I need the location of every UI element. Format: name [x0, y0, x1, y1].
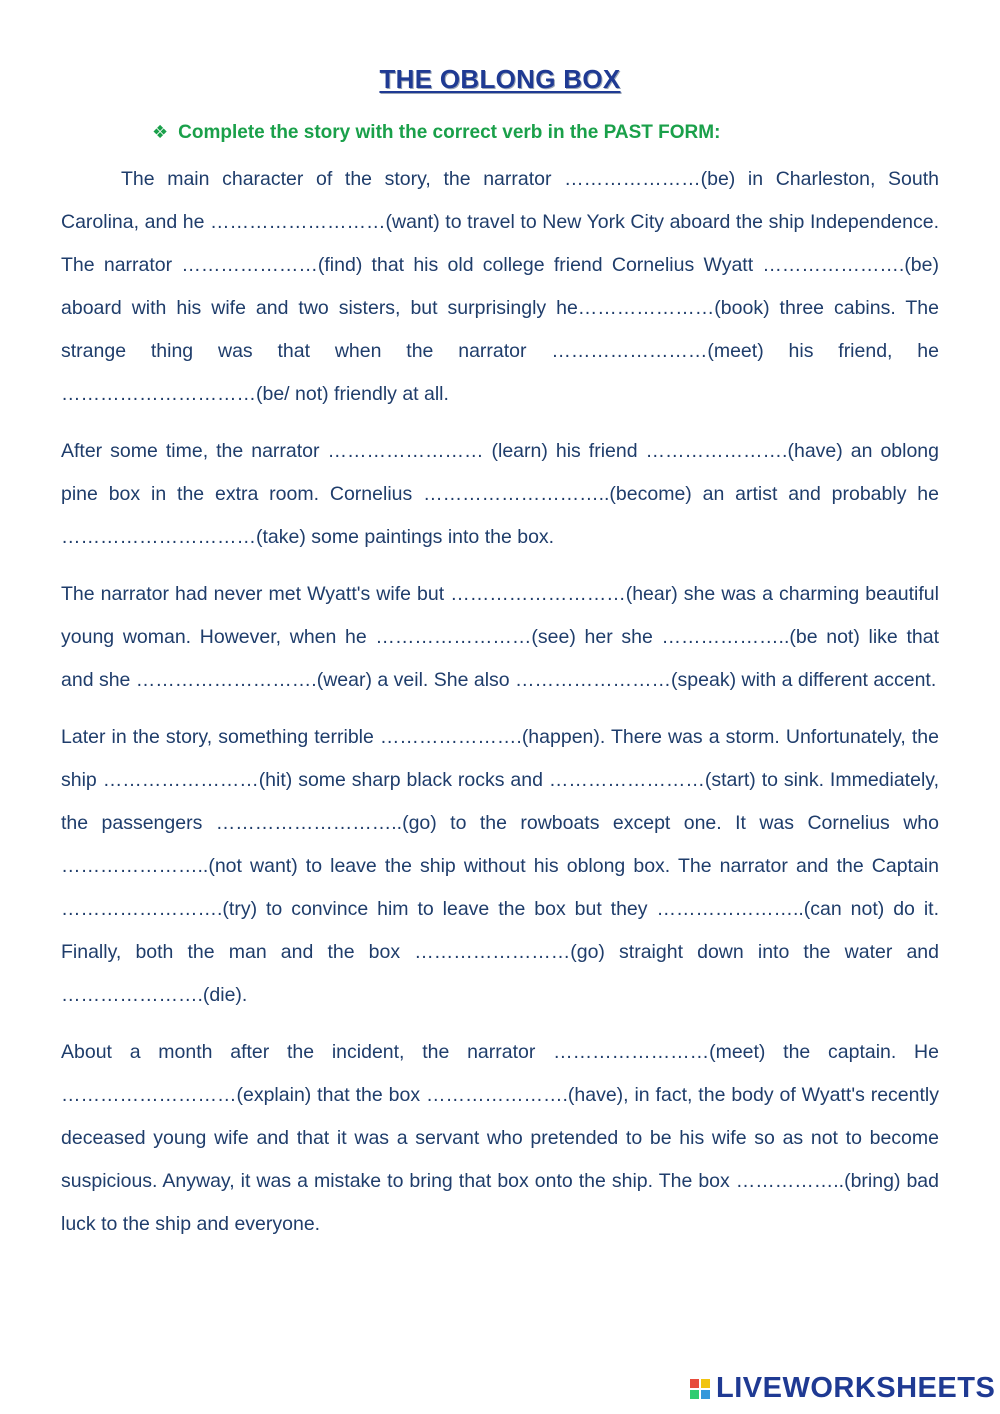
story-text — [61, 158, 939, 1260]
story-paragraph-3: The narrator had never met Wyatt's wife but ………………………(hear) she was a charming beautiful young woman. However, when he ……………………(see) her she ………………..(be not) like that and she ……………………….(wear) a veil. She also ……………………(speak) with a different accent. — [61, 583, 939, 691]
page-title: THE OBLONG BOX — [379, 64, 621, 94]
instruction-line — [152, 122, 720, 144]
story-paragraph-1: The main character of the story, the narrator …………………(be) in Charleston, South Carolina, and he ………………………(want) to travel to New York City aboard the ship Independence. The narrator …………………(find) that his old college friend Cornelius Wyatt ………………….(be) aboard with his wife and two sisters, but surprisingly he…………………(book) three cabins. The strange thing was that when the narrator ……………………(meet) his friend, he …………………………(be/ not) friendly at all. — [61, 168, 939, 405]
logo-text: LIVEWORKSHEETS — [716, 1372, 996, 1404]
story-paragraph-5: About a month after the incident, the narrator ……………………(meet) the captain. He ………………………(explain) that the box ………………….(have), in fact, the body of Wyatt's recently deceased young wife and that it was a servant who pretended to be his wife so as not to become suspicious. Anyway, it was a mistake to bring that box onto the ship. The box ……………..(bring) bad luck to the ship and everyone. — [61, 1041, 939, 1235]
story-paragraph-2: After some time, the narrator …………………… (learn) his friend ………………….(have) an oblong pine box in the extra room. Cornelius ………………………..(become) an artist and probably he …………………………(take) some paintings into the box. — [61, 440, 939, 548]
liveworksheets-logo-icon — [690, 1379, 710, 1399]
diamond-bullet-icon: ❖ — [152, 122, 169, 142]
story-paragraph-4: Later in the story, something terrible ………………….(happen). There was a storm. Unfortunately, the ship ……………………(hit) some sharp black rocks and ……………………(start) to sink. Immediately, the passengers ………………………..(go) to the rowboats except one. It was Cornelius who …………………..(not want) to leave the ship without his oblong box. The narrator and the Captain …………………….(try) to convince him to leave the box but they …………………..(can not) do it. Finally, both the man and the box ……………………(go) straight down into the water and ………………….(die). — [61, 726, 939, 1006]
liveworksheets-logo — [690, 1372, 995, 1405]
instruction-text: Complete the story with the correct verb in the PAST FORM: — [178, 122, 721, 143]
